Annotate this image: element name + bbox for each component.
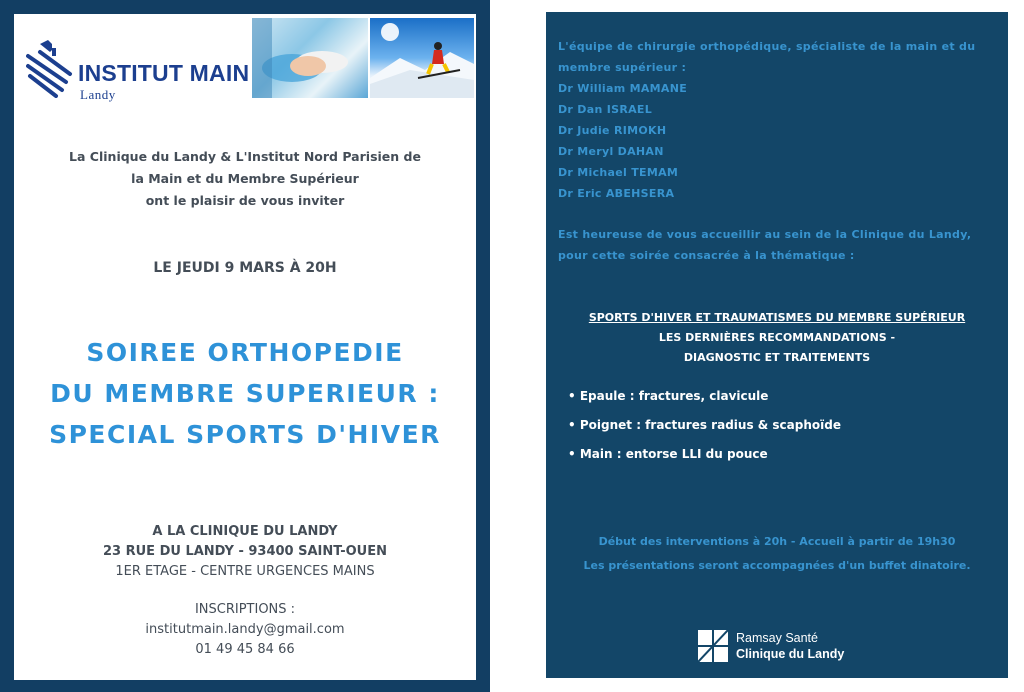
hand-bandage-photo bbox=[252, 18, 368, 98]
doctor-name: Dr Michael TEMAM bbox=[558, 166, 679, 179]
ramsay-sante-logo bbox=[698, 630, 868, 666]
list-item: • Epaule : fractures, clavicule bbox=[568, 389, 769, 403]
doctor-name: Dr Meryl DAHAN bbox=[558, 145, 664, 158]
team-intro-line: L'équipe de chirurgie orthopédique, spécialiste de la main et du bbox=[558, 40, 976, 53]
right-flyer bbox=[546, 12, 1008, 678]
list-item: • Main : entorse LLI du pouce bbox=[568, 447, 768, 461]
registration-label: INSCRIPTIONS : bbox=[194, 602, 296, 617]
logo-title: INSTITUT MAIN bbox=[78, 60, 250, 86]
registration-email[interactable]: institutmain.landy@gmail.com bbox=[145, 622, 345, 637]
venue-floor: 1ER ETAGE - CENTRE URGENCES MAINS bbox=[115, 564, 375, 579]
topic-text: Epaule : fractures, clavicule bbox=[579, 389, 769, 403]
headline-line: DU MEMBRE SUPERIEUR : bbox=[50, 379, 440, 408]
theme-block bbox=[546, 308, 1008, 368]
schedule-footer bbox=[546, 530, 1008, 578]
team-intro-line: membre supérieur : bbox=[558, 61, 687, 74]
intro-line: la Main et du Membre Supérieur bbox=[131, 171, 359, 186]
footer-line: Début des interventions à 20h - Accueil à partir de 19h30 bbox=[598, 535, 956, 548]
venue-street: 23 RUE DU LANDY - 93400 SAINT-OUEN bbox=[102, 544, 387, 559]
footer-line: Les présentations seront accompagnées d'un buffet dinatoire. bbox=[583, 559, 971, 572]
venue-address bbox=[14, 522, 476, 582]
intro-line: La Clinique du Landy & L'Institut Nord Parisien de bbox=[69, 149, 421, 164]
list-item: • Poignet : fractures radius & scaphoïde bbox=[568, 418, 841, 432]
ramsay-logo-line1: Ramsay Santé bbox=[736, 631, 818, 645]
ramsay-logo-icon bbox=[698, 630, 728, 662]
topic-text: Poignet : fractures radius & scaphoïde bbox=[579, 418, 841, 432]
welcome-line: Est heureuse de vous accueillir au sein de la Clinique du Landy, bbox=[558, 228, 972, 241]
registration-phone[interactable]: 01 49 45 84 66 bbox=[195, 642, 295, 657]
skier-photo bbox=[370, 18, 474, 98]
team-intro bbox=[558, 36, 975, 204]
event-headline bbox=[14, 332, 476, 455]
doctor-name: Dr Eric ABEHSERA bbox=[558, 187, 675, 200]
left-flyer bbox=[14, 14, 476, 680]
welcome-line: pour cette soirée consacrée à la thématique : bbox=[558, 249, 855, 262]
topic-list bbox=[568, 382, 841, 469]
left-flyer-border bbox=[0, 0, 490, 692]
doctor-name: Dr Dan ISRAEL bbox=[558, 103, 653, 116]
headline-line: SPECIAL SPORTS D'HIVER bbox=[49, 420, 441, 449]
institut-main-logo bbox=[26, 34, 256, 104]
invitation-intro bbox=[14, 146, 476, 212]
headline-line: SOIREE ORTHOPEDIE bbox=[86, 338, 404, 367]
event-date: LE JEUDI 9 MARS À 20H bbox=[153, 260, 337, 276]
logo-subtitle: Landy bbox=[80, 87, 116, 102]
hand-icon bbox=[26, 38, 76, 98]
ramsay-logo-line2: Clinique du Landy bbox=[736, 647, 845, 661]
theme-subtitle-line: LES DERNIÈRES RECOMMANDATIONS - bbox=[658, 331, 896, 344]
welcome-text bbox=[558, 224, 971, 266]
topic-text: Main : entorse LLI du pouce bbox=[579, 447, 768, 461]
theme-title: SPORTS D'HIVER ET TRAUMATISMES DU MEMBRE SUPÉRIEUR bbox=[588, 311, 966, 324]
venue-name: A LA CLINIQUE DU LANDY bbox=[152, 524, 338, 539]
doctor-name: Dr Judie RIMOKH bbox=[558, 124, 667, 137]
theme-subtitle-line: DIAGNOSTIC ET TRAITEMENTS bbox=[683, 351, 871, 364]
registration-block bbox=[14, 600, 476, 660]
intro-line: ont le plaisir de vous inviter bbox=[145, 193, 345, 208]
doctor-name: Dr William MAMANE bbox=[558, 82, 688, 95]
